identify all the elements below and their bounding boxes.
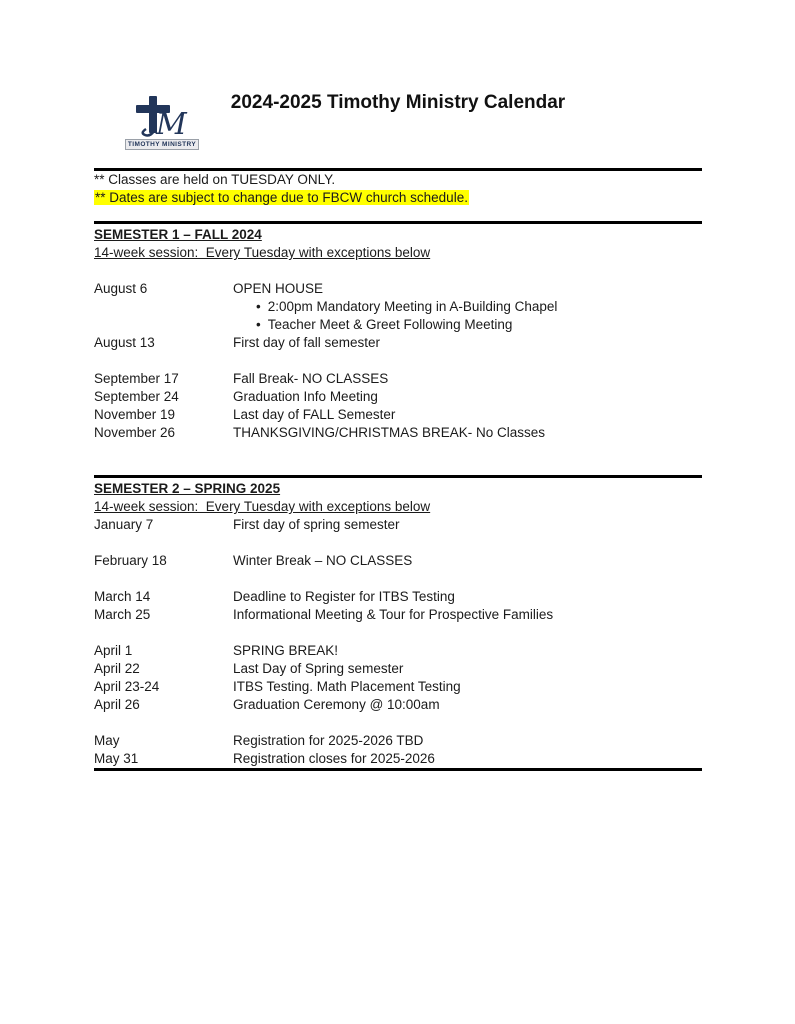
event-row (94, 424, 702, 442)
semester-2-subheading: 14-week session: Every Tuesday with exceptions below (94, 499, 431, 514)
logo-caption: TIMOTHY MINISTRY (125, 139, 199, 150)
spacer (94, 534, 702, 552)
event-description: Winter Break – NO CLASSES (233, 553, 413, 568)
bullet-icon: • (256, 317, 261, 332)
spacer (94, 442, 702, 475)
event-date: September 17 (94, 371, 179, 386)
event-date: April 23-24 (94, 679, 160, 694)
event-row (94, 552, 702, 570)
event-date: August 13 (94, 335, 155, 350)
spacer (94, 570, 702, 588)
event-description: Registration closes for 2025-2026 (233, 751, 435, 766)
event-description: Fall Break- NO CLASSES (233, 371, 389, 386)
event-sub-item-text: 2:00pm Mandatory Meeting in A-Building Chapel (267, 299, 558, 314)
event-row (94, 696, 702, 714)
event-date: November 26 (94, 425, 176, 440)
event-row (94, 642, 702, 660)
event-date: February 18 (94, 553, 167, 568)
semester-1-subheading: 14-week session: Every Tuesday with exceptions below (94, 245, 431, 260)
divider-bottom (94, 768, 702, 771)
event-description: First day of spring semester (233, 517, 400, 532)
logo-monogram: M (156, 107, 187, 138)
event-description: SPRING BREAK! (233, 643, 339, 658)
event-date: April 26 (94, 697, 140, 712)
spacer (94, 262, 702, 280)
event-sub-item (94, 316, 702, 334)
event-row (94, 406, 702, 424)
event-row (94, 750, 702, 768)
event-description: First day of fall semester (233, 335, 381, 350)
event-sub-item-text: Teacher Meet & Greet Following Meeting (267, 317, 513, 332)
event-date: November 19 (94, 407, 176, 422)
event-row (94, 678, 702, 696)
event-row (94, 370, 702, 388)
event-description: OPEN HOUSE (233, 281, 324, 296)
event-date: May (94, 733, 120, 748)
event-description: Last day of FALL Semester (233, 407, 396, 422)
bullet-icon: • (256, 299, 261, 314)
event-row (94, 334, 702, 352)
event-date: April 22 (94, 661, 140, 676)
event-date: March 14 (94, 589, 151, 604)
event-description: Graduation Info Meeting (233, 389, 378, 404)
spacer (94, 714, 702, 732)
event-date: May 31 (94, 751, 139, 766)
event-date: March 25 (94, 607, 151, 622)
semester-1-heading: SEMESTER 1 – FALL 2024 (94, 227, 262, 242)
event-date: April 1 (94, 643, 133, 658)
event-date: September 24 (94, 389, 179, 404)
spacer (94, 624, 702, 642)
semester-2-heading: SEMESTER 2 – SPRING 2025 (94, 481, 281, 496)
spacer (94, 352, 702, 370)
event-description: Graduation Ceremony @ 10:00am (233, 697, 440, 712)
event-row (94, 732, 702, 750)
note-classes-tuesday: ** Classes are held on TUESDAY ONLY. (94, 172, 336, 187)
event-row (94, 280, 702, 298)
event-sub-item (94, 298, 702, 316)
event-row (94, 606, 702, 624)
event-description: ITBS Testing. Math Placement Testing (233, 679, 461, 694)
highlighted-text: ** Dates are subject to change due to FBCW church schedule. (95, 190, 468, 205)
event-description: Registration for 2025-2026 TBD (233, 733, 424, 748)
calendar-content (94, 168, 702, 771)
event-row (94, 660, 702, 678)
page-title: 2024-2025 Timothy Ministry Calendar (230, 92, 566, 113)
event-row (94, 388, 702, 406)
event-date: January 7 (94, 517, 154, 532)
event-description: Last Day of Spring semester (233, 661, 404, 676)
event-description: Informational Meeting & Tour for Prospective Families (233, 607, 554, 622)
event-date: August 6 (94, 281, 148, 296)
event-row (94, 516, 702, 534)
spacer (94, 207, 702, 221)
event-description: THANKSGIVING/CHRISTMAS BREAK- No Classes (233, 425, 546, 440)
event-row (94, 588, 702, 606)
note-dates-subject-to-change (94, 189, 702, 207)
event-description: Deadline to Register for ITBS Testing (233, 589, 455, 604)
